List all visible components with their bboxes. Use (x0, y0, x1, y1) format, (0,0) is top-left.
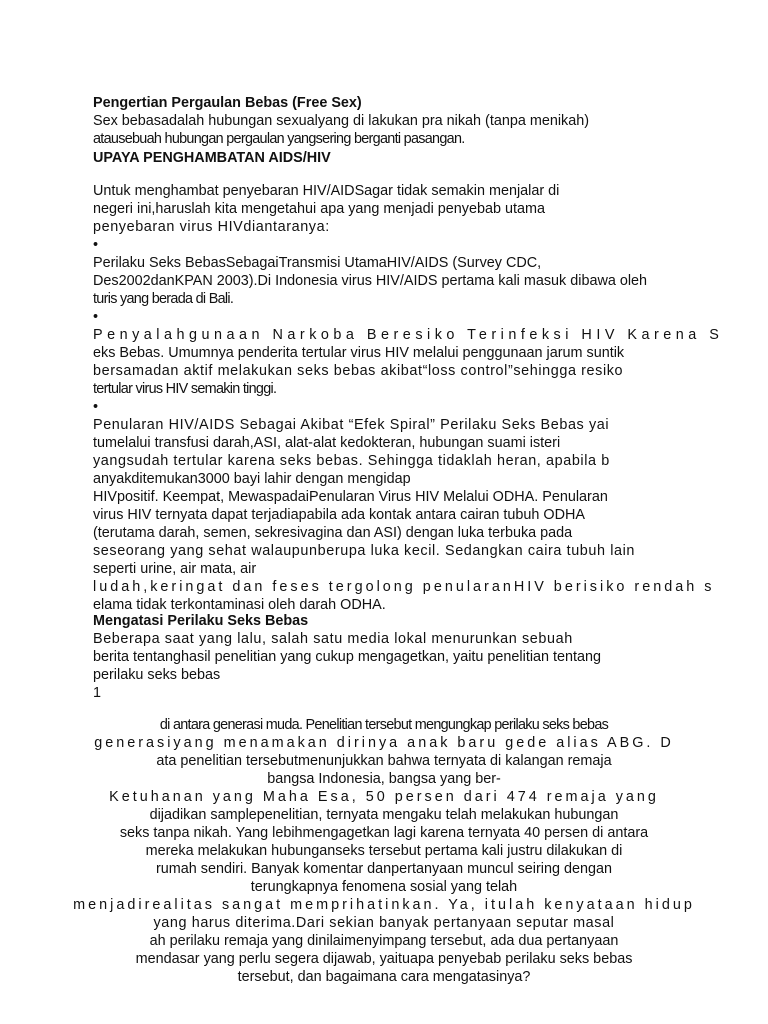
text-line: tersebut, dan bagaimana cara mengatasinya? (237, 969, 531, 985)
bullet: • (93, 309, 99, 325)
text-line: Des2002danKPAN 2003).Di Indonesia virus HIV/AIDS pertama kali masuk dibawa oleh (93, 273, 648, 289)
text-line: elama tidak terkontaminasi oleh darah ODHA. (93, 597, 386, 613)
text-line: HIVpositif. Keempat, MewaspadaiPenularan Virus HIV Melalui ODHA. Penularan (93, 489, 608, 505)
text-line: generasiyang menamakan dirinya anak baru gede alias ABG. D (94, 735, 674, 751)
text-line: bangsa Indonesia, bangsa yang ber- (267, 771, 501, 787)
text-line: seks tanpa nikah. Yang lebihmengagetkan lagi karena ternyata 40 persen di antara (119, 825, 649, 841)
text-line: Penyalahgunaan Narkoba Beresiko Terinfeksi HIV Karena S (93, 327, 724, 343)
text-line: Penularan HIV/AIDS Sebagai Akibat “Efek Spiral” Perilaku Seks Bebas yai (93, 417, 610, 433)
text-line: ah perilaku remaja yang dinilaimenyimpang tersebut, ada dua pertanyaan (149, 933, 619, 949)
text-line: Perilaku Seks BebasSebagaiTransmisi UtamaHIV/AIDS (Survey CDC, (93, 255, 542, 271)
text-line: mendasar yang perlu segera dijawab, yaituapa penyebab perilaku seks bebas (135, 951, 633, 967)
page-number: 1 (93, 685, 102, 701)
text-line: atausebuah hubungan pergaulan yangsering berganti pasangan. (93, 131, 465, 147)
section-title: Pengertian Pergaulan Bebas (Free Sex) (93, 95, 362, 111)
text-line: seseorang yang sehat walaupunberupa luka kecil. Sedangkan caira tubuh lain (93, 543, 636, 559)
text-line: berita tentanghasil penelitian yang cukup mengagetkan, yaitu penelitian tentang (93, 649, 602, 665)
text-line: seperti urine, air mata, air (93, 561, 257, 577)
text-line: anyakditemukan3000 bayi lahir dengan mengidap (93, 471, 411, 487)
text-line: eks Bebas. Umumnya penderita tertular virus HIV melalui penggunaan jarum suntik (93, 345, 625, 361)
text-line: terungkapnya fenomena sosial yang telah (250, 879, 518, 895)
text-line: tumelalui transfusi darah,ASI, alat-alat kedokteran, hubungan suami isteri (93, 435, 561, 451)
text-line: rumah sendiri. Banyak komentar danpertanyaan muncul seiring dengan (156, 861, 612, 877)
text-line: dijadikan samplepenelitian, ternyata mengaku telah melakukan hubungan (149, 807, 619, 823)
text-line: di antara generasi muda. Penelitian tersebut mengungkap perilaku seks bebas (159, 717, 609, 733)
text-line: Sex bebasadalah hubungan sexualyang di lakukan pra nikah (tanpa menikah) (93, 113, 590, 129)
bullet: • (93, 237, 99, 253)
text-line: Ketuhanan yang Maha Esa, 50 persen dari 474 remaja yang (109, 789, 659, 805)
bullet: • (93, 399, 99, 415)
text-line: menjadirealitas sangat memprihatinkan. Ya, itulah kenyataan hidup (73, 897, 695, 913)
text-line: ata penelitian tersebutmenunjukkan bahwa ternyata di kalangan remaja (156, 753, 612, 769)
text-line: ludah,keringat dan feses tergolong penularanHIV berisiko rendah s (93, 579, 715, 595)
text-line: tertular virus HIV semakin tinggi. (93, 381, 277, 397)
text-line: turis yang berada di Bali. (93, 291, 234, 307)
text-line: mereka melakukan hubunganseks tersebut pertama kali justru dilakukan di (145, 843, 623, 859)
text-line: penyebaran virus HIVdiantaranya: (93, 219, 330, 235)
text-line: Untuk menghambat penyebaran HIV/AIDSagar tidak semakin menjalar di (93, 183, 560, 199)
text-line: Beberapa saat yang lalu, salah satu media lokal menurunkan sebuah (93, 631, 573, 647)
section-title: Mengatasi Perilaku Seks Bebas (93, 613, 309, 629)
section-title: UPAYA PENGHAMBATAN AIDS/HIV (93, 150, 331, 166)
text-line: bersamadan aktif melakukan seks bebas akibat“loss control”sehingga resiko (93, 363, 624, 379)
text-line: virus HIV ternyata dapat terjadiapabila ada kontak antara cairan tubuh ODHA (93, 507, 585, 523)
text-line: (terutama darah, semen, sekresivagina dan ASI) dengan luka terbuka pada (93, 525, 573, 541)
text-line: yang harus diterima.Dari sekian banyak pertanyaan seputar masal (153, 915, 615, 931)
text-line: yangsudah tertular karena seks bebas. Sehingga tidaklah heran, apabila b (93, 453, 610, 469)
text-line: perilaku seks bebas (93, 667, 221, 683)
text-line: negeri ini,haruslah kita mengetahui apa yang menjadi penyebab utama (93, 201, 546, 217)
